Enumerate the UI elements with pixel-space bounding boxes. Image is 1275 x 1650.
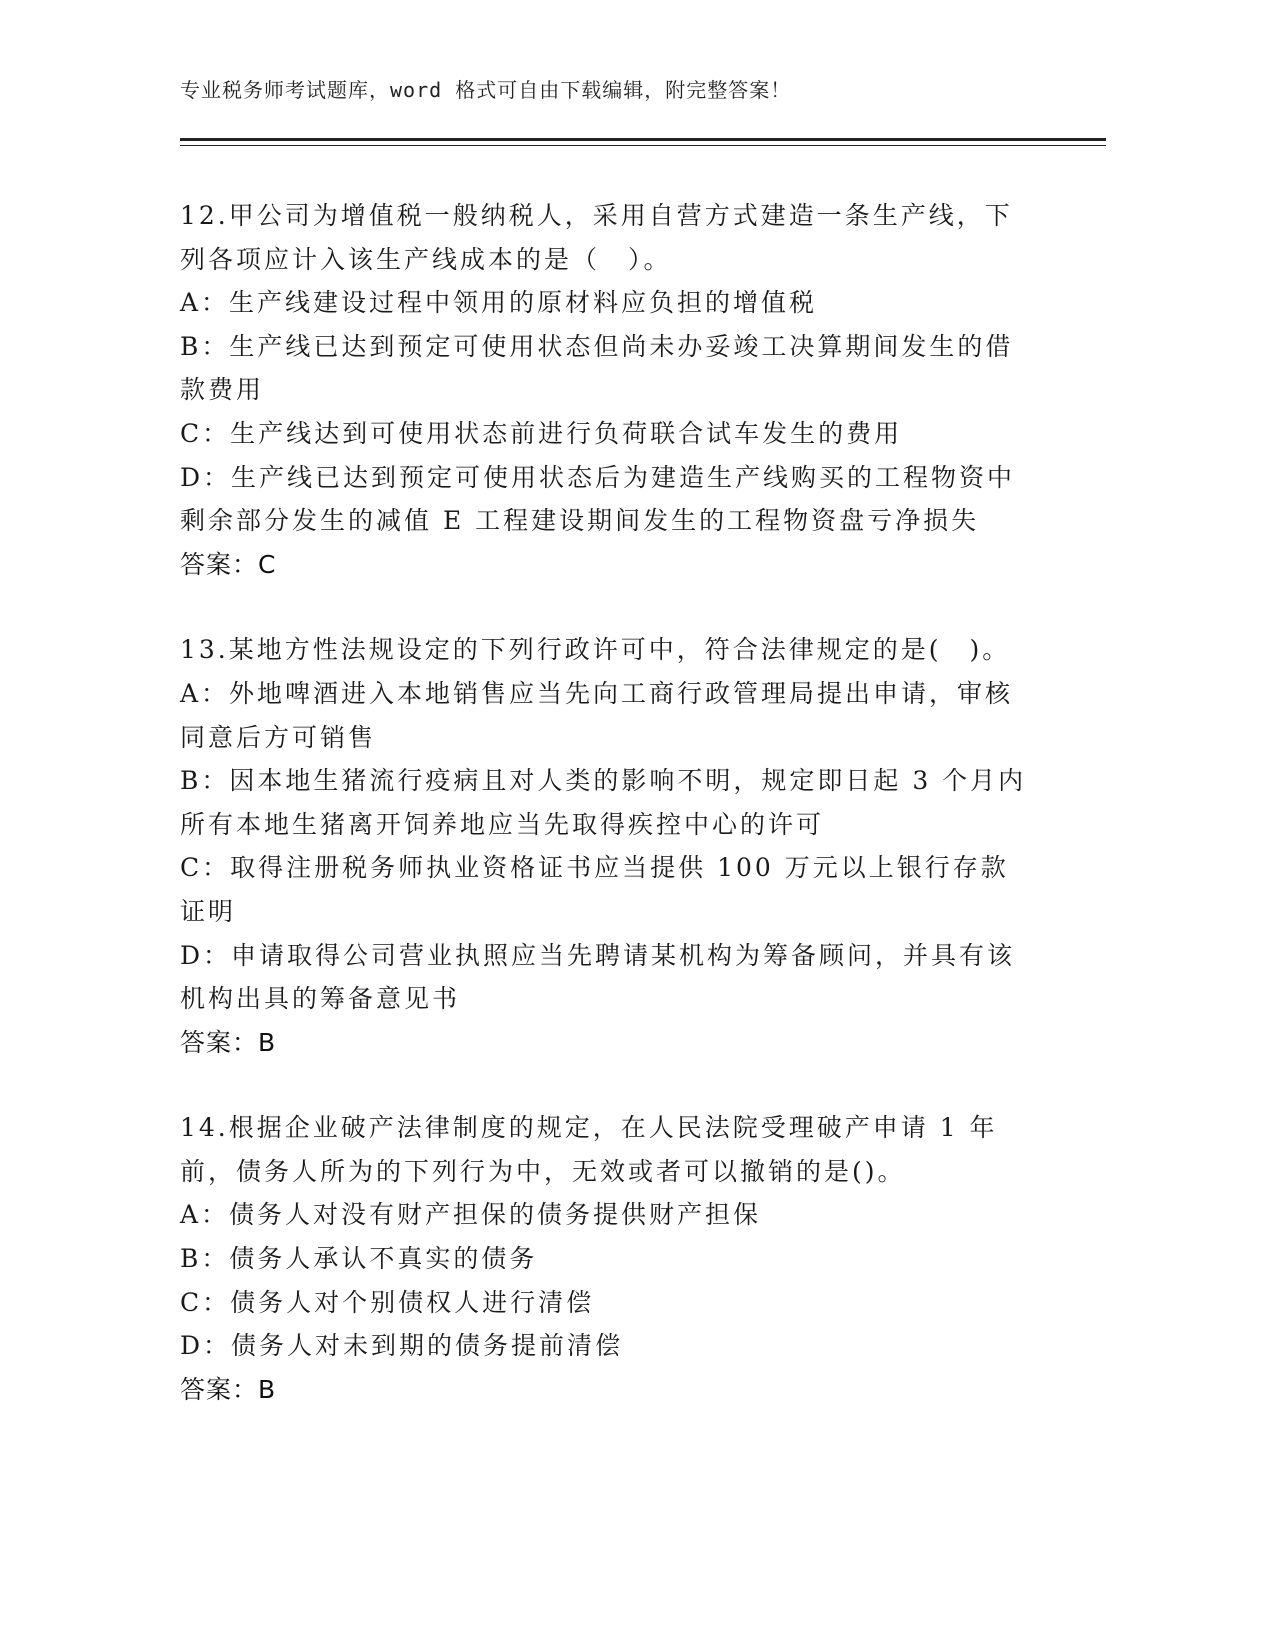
question-12 — [180, 194, 1030, 586]
answer: 答案：C — [180, 549, 277, 579]
question-list — [180, 194, 1030, 1453]
option-b: B：债务人承认不真实的债务 — [180, 1244, 538, 1274]
option-a: A：外地啤酒进入本地销售应当先向工商行政管理局提出申请，审核同意后方可销售 — [180, 678, 1014, 752]
option-a: A：生产线建设过程中领用的原材料应负担的增值税 — [180, 288, 818, 318]
option-d: D：债务人对未到期的债务提前清偿 — [180, 1331, 624, 1361]
option-d: D：申请取得公司营业执照应当先聘请某机构为筹备顾问，并具有该机构出具的筹备意见书 — [180, 940, 1016, 1014]
answer: 答案：B — [180, 1027, 277, 1057]
option-c: C：生产线达到可使用状态前进行负荷联合试车发生的费用 — [180, 418, 903, 448]
header-divider — [180, 138, 1106, 146]
option-c: C：取得注册税务师执业资格证书应当提供 100 万元以上银行存款证明 — [180, 853, 1009, 926]
answer: 答案：B — [180, 1374, 277, 1404]
question-13 — [180, 628, 1030, 1064]
option-b: B：因本地生猪流行疫病且对人类的影响不明，规定即日起 3 个月内所有本地生猪离开饲养地应当先取得疾控中心的许可 — [180, 766, 1027, 839]
option-d: D：生产线已达到预定可使用状态后为建造生产线购买的工程物资中剩余部分发生的减值 E 工程建设期间发生的工程物资盘亏净损失 — [180, 462, 1016, 536]
question-14 — [180, 1106, 1030, 1411]
question-stem: 14.根据企业破产法律制度的规定，在人民法院受理破产申请 1 年前，债务人所为的下列行为中，无效或者可以撤销的是()。 — [180, 1113, 998, 1186]
option-c: C：债务人对个别债权人进行清偿 — [180, 1287, 595, 1317]
option-a: A：债务人对没有财产担保的债务提供财产担保 — [180, 1200, 762, 1230]
question-stem: 12.甲公司为增值税一般纳税人，采用自营方式建造一条生产线，下列各项应计入该生产线成本的是（ ）。 — [180, 201, 1013, 274]
question-stem: 13.某地方性法规设定的下列行政许可中，符合法律规定的是( )。 — [180, 635, 1011, 665]
option-b: B：生产线已达到预定可使用状态但尚未办妥竣工决算期间发生的借款费用 — [180, 331, 1014, 405]
header-note: 专业税务师考试题库，word 格式可自由下载编辑，附完整答案！ — [180, 78, 792, 102]
